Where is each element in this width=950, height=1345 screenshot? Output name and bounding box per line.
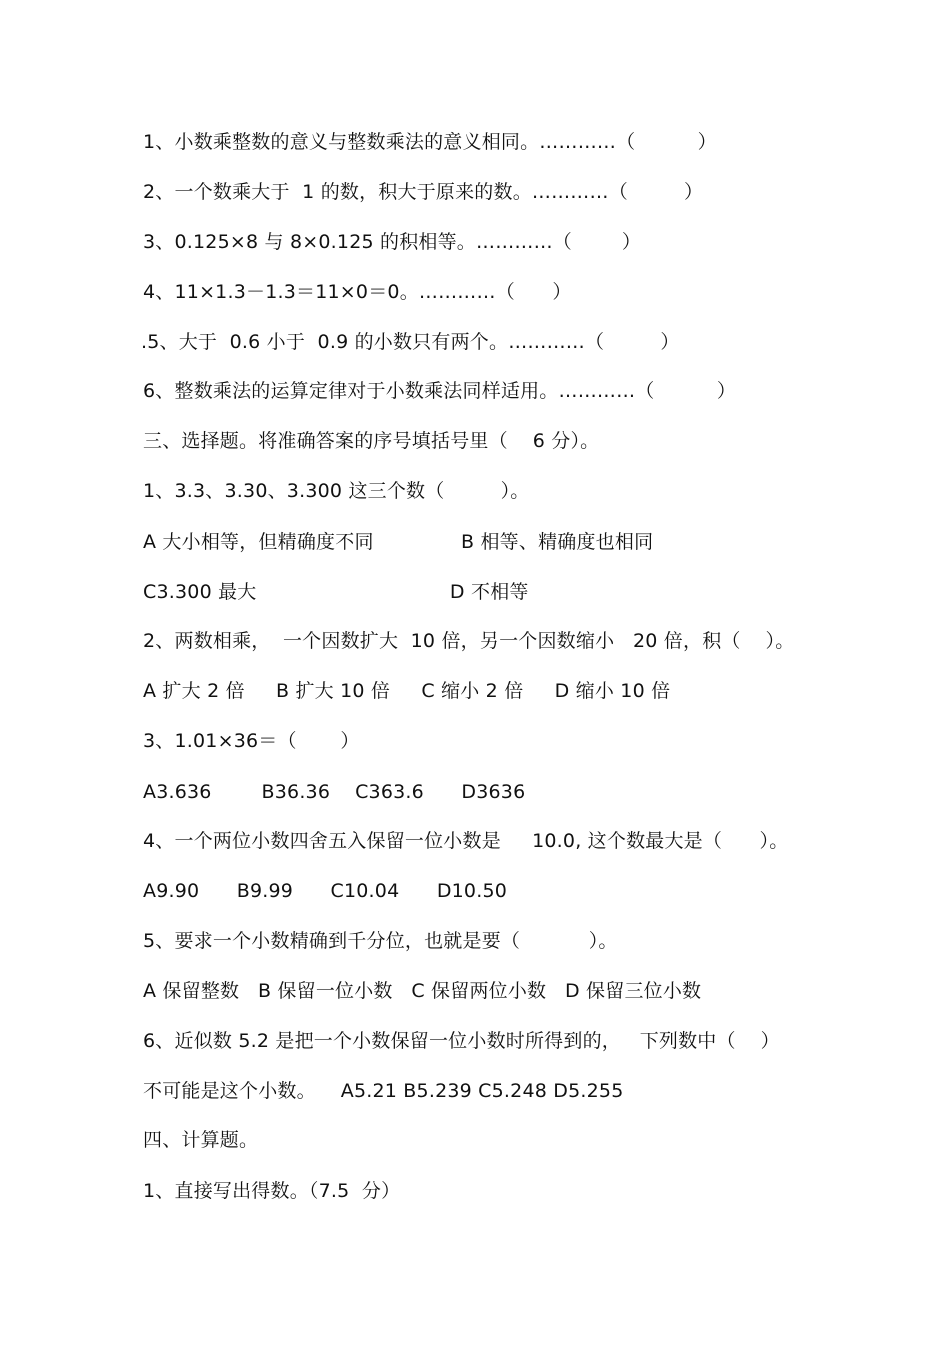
- choice-question-5: 5、要求一个小数精确到千分位，也就是要（ ）。: [143, 930, 618, 952]
- judgement-item-5: .5、大于 0.6 小于 0.9 的小数只有两个。…………（ ）: [141, 331, 680, 353]
- judgement-item-1: 1、小数乘整数的意义与整数乘法的意义相同。…………（ ）: [143, 131, 717, 153]
- choice-options-4: A9.90 B9.99 C10.04 D10.50: [143, 880, 508, 902]
- choice-question-4: 4、一个两位小数四舍五入保留一位小数是 10.0, 这个数最大是（ ）。: [143, 830, 789, 852]
- choice-options-6: 不可能是这个小数。 A5.21 B5.239 C5.248 D5.255: [143, 1080, 624, 1102]
- judgement-item-2: 2、一个数乘大于 1 的数，积大于原来的数。…………（ ）: [143, 181, 704, 203]
- choice-question-2: 2、两数相乘， 一个因数扩大 10 倍，另一个因数缩小 20 倍，积（ ）。: [143, 630, 795, 652]
- section-heading-calc: 四、计算题。: [143, 1129, 259, 1151]
- judgement-item-6: 6、整数乘法的运算定律对于小数乘法同样适用。…………（ ）: [143, 380, 737, 402]
- choice-options-2: A 扩大 2 倍 B 扩大 10 倍 C 缩小 2 倍 D 缩小 10 倍: [143, 680, 671, 702]
- choice-options-1a: A 大小相等，但精确度不同 B 相等、精确度也相同: [143, 531, 654, 553]
- judgement-item-4: 4、11×1.3－1.3＝11×0＝0。…………（ ）: [143, 281, 572, 303]
- section-heading-choice: 三、选择题。将准确答案的序号填括号里（ 6 分）。: [143, 430, 600, 452]
- choice-question-3: 3、1.01×36＝（ ）: [143, 730, 360, 752]
- calc-subheading: 1、直接写出得数。（7.5 分）: [143, 1180, 401, 1202]
- choice-options-1b: C3.300 最大 D 不相等: [143, 581, 529, 603]
- choice-options-3: A3.636 B36.36 C363.6 D3636: [143, 781, 526, 803]
- choice-question-1: 1、3.3、3.30、3.300 这三个数（ ）。: [143, 480, 530, 502]
- choice-question-6: 6、近似数 5.2 是把一个小数保留一位小数时所得到的， 下列数中（ ）: [143, 1030, 780, 1052]
- choice-options-5: A 保留整数 B 保留一位小数 C 保留两位小数 D 保留三位小数: [143, 980, 702, 1002]
- judgement-item-3: 3、0.125×8 与 8×0.125 的积相等。…………（ ）: [143, 231, 642, 253]
